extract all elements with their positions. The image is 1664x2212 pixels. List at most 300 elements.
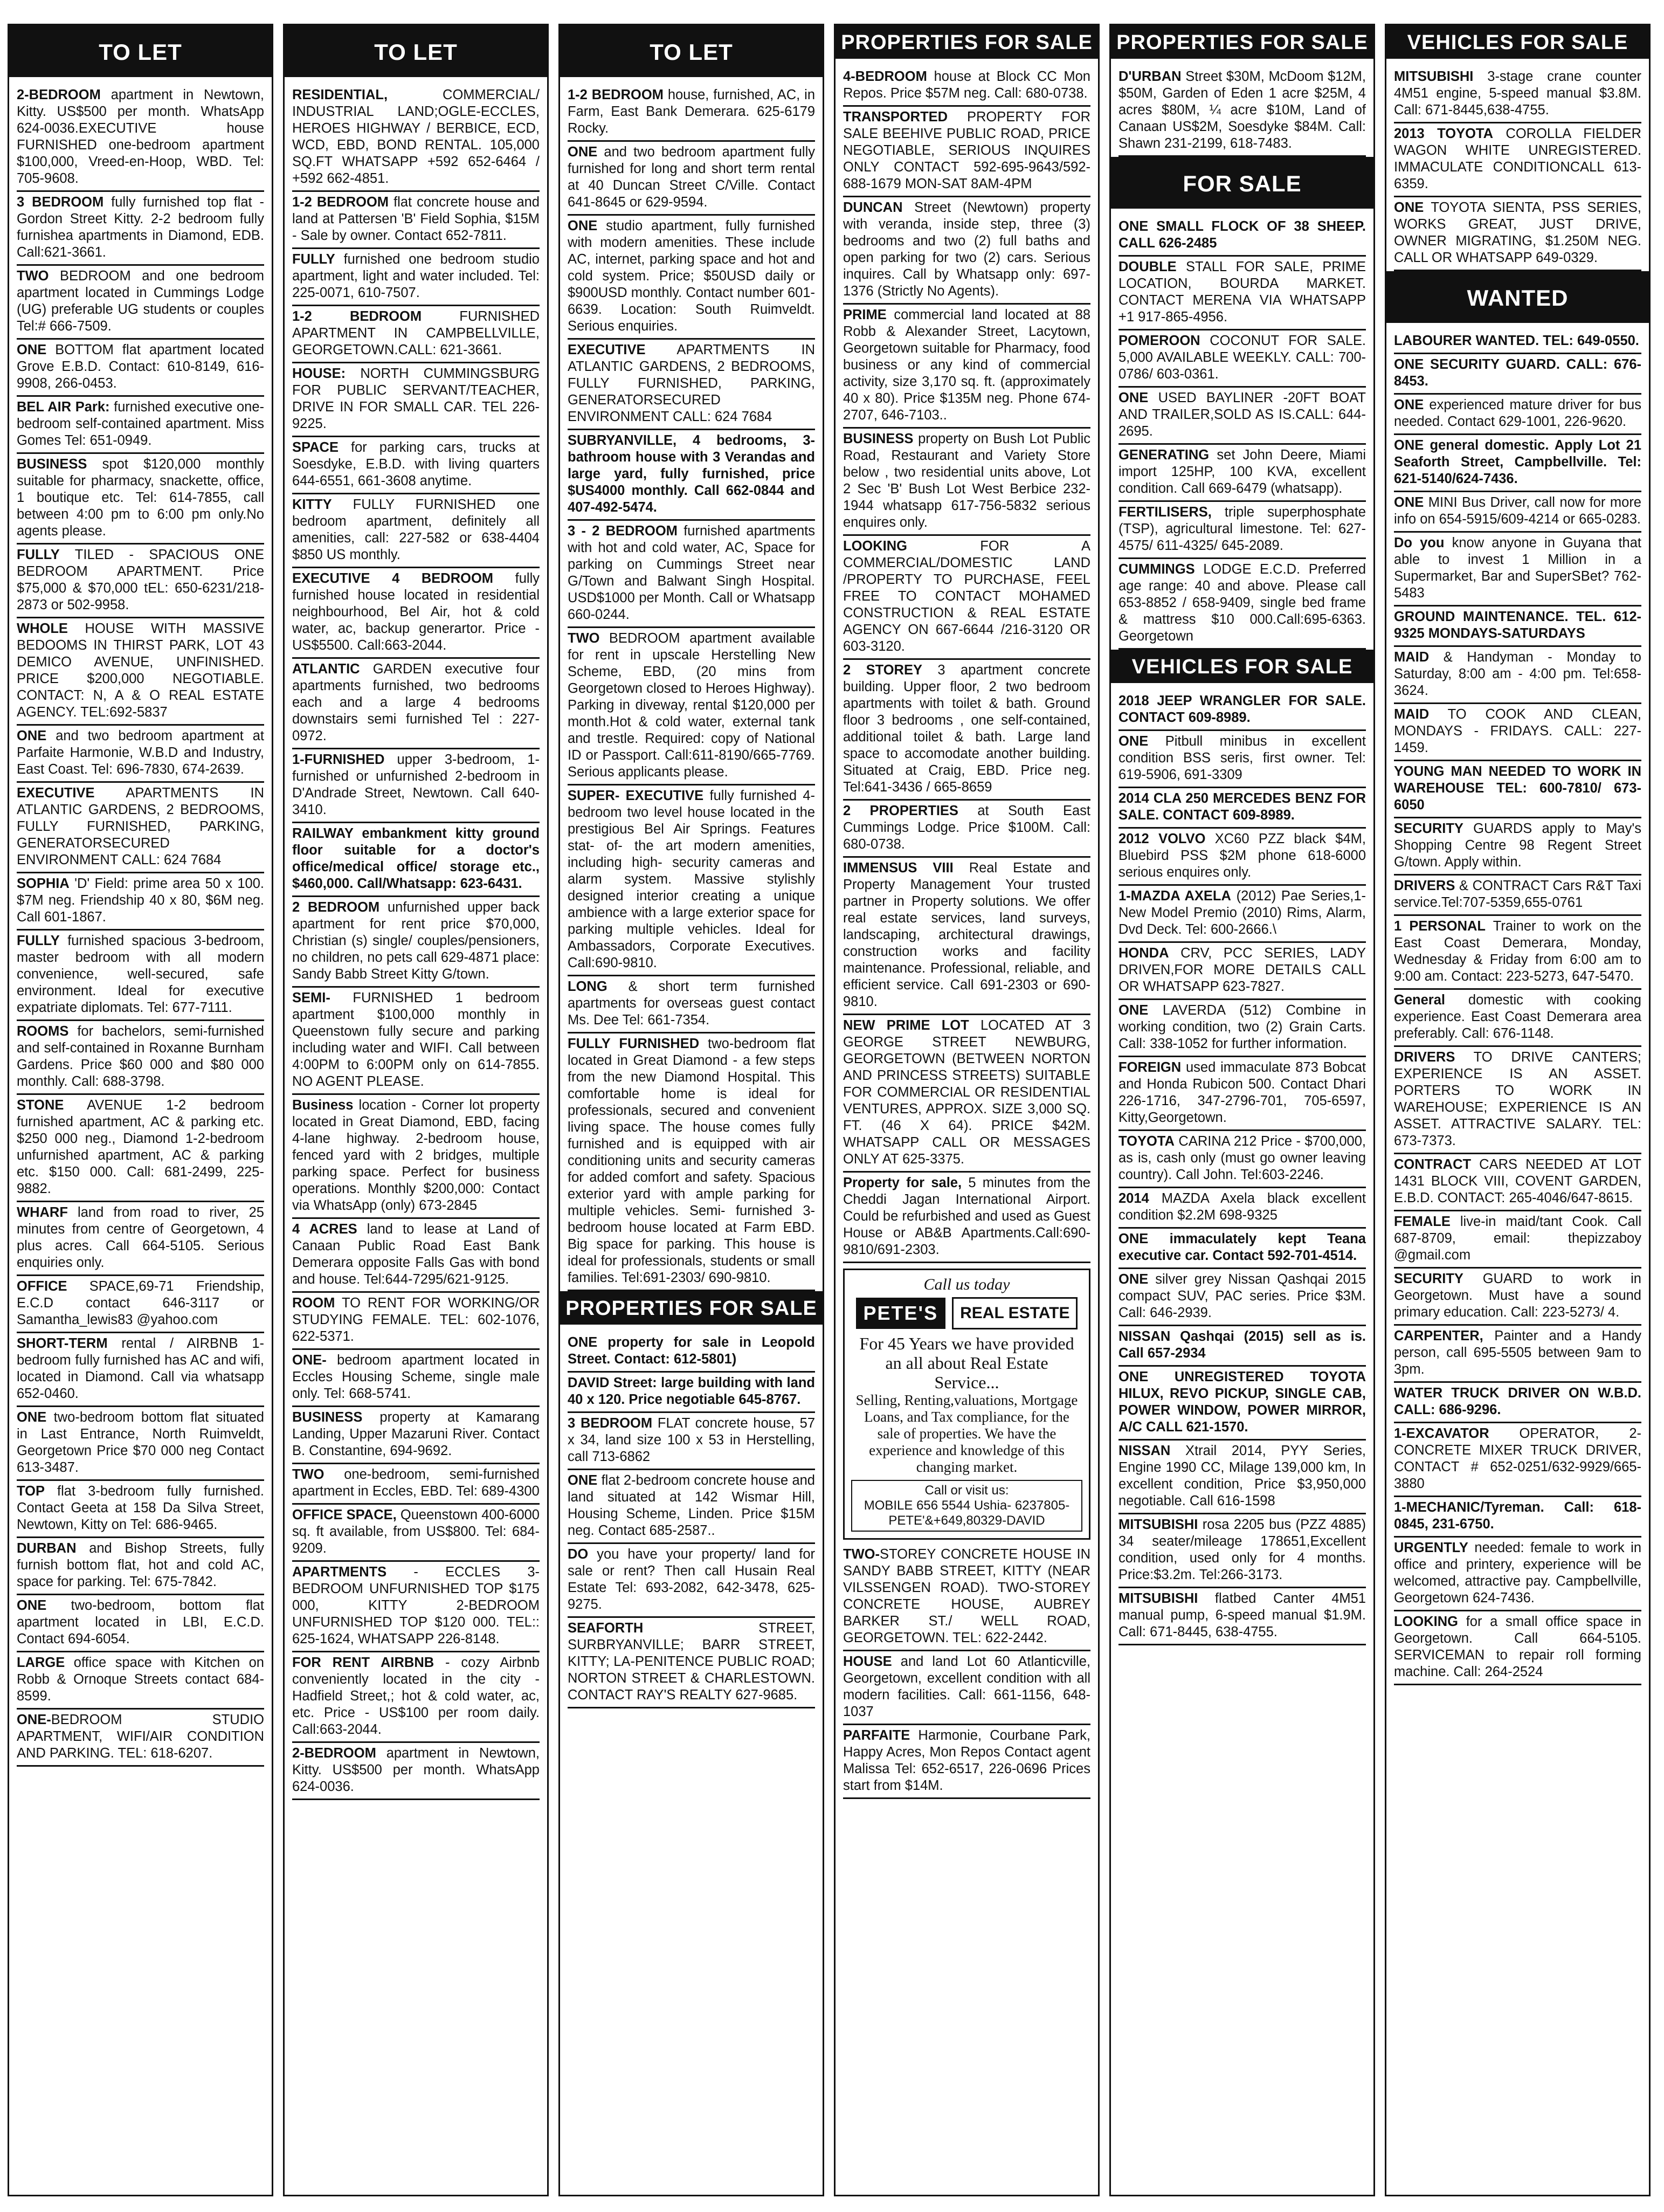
- ad-text: & Handyman - Monday to Saturday, 8:00 am - 4:00 pm. Tel:658-3624.: [1394, 650, 1641, 698]
- classified-ad: [17, 1595, 264, 1652]
- ad-text: NORTH CUMMINGSBURG FOR PUBLIC SERVANT/TEACHER, DRIVE IN FOR SMALL CAR. TEL 226-9225.: [292, 366, 540, 431]
- classified-ad: [1394, 1154, 1641, 1211]
- ad-text: (2012) Pae Series,1- New Model Premio (2010) Rims, Alarm, Dvd Deck. Tel: 600-2666.\: [1118, 888, 1366, 937]
- classified-ad: [568, 521, 815, 628]
- ad-text: for parking cars, trucks at Soesdyke, E.B.D. with living quarters 644-6551, 661-3608 anytime.: [292, 440, 540, 488]
- ad-lead: TOP: [17, 1484, 45, 1499]
- ad-text: triple superphosphate (TSP), agricultural limestone. Tel: 627-4575/ 611-4325/ 645-2089.: [1118, 505, 1366, 553]
- classified-ad: [843, 305, 1090, 429]
- ad-lead: CUMMINGS: [1118, 562, 1195, 577]
- ad-text: - ECCLES 3-BEDROOM UNFURNISHED TOP $175 000, KITTY 2-BEDROOM UNFURNISHED TOP $120 000. TEL:: 625-1624, WHATSAPP 226-8148.: [292, 1565, 540, 1646]
- ad-text: LAVERDA (512) Combine in working condition, two (2) Grain Carts. Call: 338-1052 for further information.: [1118, 1003, 1366, 1051]
- section-heading: TO LET: [285, 25, 547, 77]
- ad-lead: BUSINESS: [292, 1410, 363, 1425]
- ad-lead: 2013 TOYOTA: [1394, 126, 1494, 141]
- ad-lead: ONE: [17, 1410, 47, 1425]
- classified-ad: [1394, 761, 1641, 818]
- ad-lead: 2014: [1118, 1191, 1149, 1206]
- classified-ad: [292, 1562, 540, 1652]
- classified-ad: [292, 1293, 540, 1350]
- ad-lead: FERTILISERS,: [1118, 505, 1212, 520]
- ad-lead: GROUND: [1394, 609, 1455, 624]
- classified-ad: [17, 1202, 264, 1276]
- ad-lead: GENERATING: [1118, 447, 1210, 463]
- ad-lead: HOUSE: [843, 1654, 892, 1669]
- ad-lead: DUNCAN: [843, 200, 903, 215]
- ad-lead: APARTMENTS: [292, 1565, 387, 1580]
- classified-ad: [1394, 1211, 1641, 1269]
- classified-ad: [292, 1743, 540, 1800]
- ad-text: commercial land located at 88 Robb & Alexander Street, Lacytown, Georgetown suitable for Pharmacy, food business or any kind of commercial activity, size 3,170 sq. ft. (approximately 40 x 80). Price $135M neg. Phone 674-2707, 646-7103..: [843, 307, 1090, 423]
- ad-text: house at Block CC Mon Repos. Price $57M neg. Call: 680-0738.: [843, 69, 1090, 101]
- ad-lead: KITTY: [292, 497, 332, 512]
- realty-advert-box: [843, 1269, 1090, 1540]
- ad-text: fully furnished top flat - Gordon Street Kitty. 2-2 bedroom fully furnishea apartments in Diamond, EDB. Call:621-3661.: [17, 195, 264, 260]
- classified-ad: [843, 536, 1090, 660]
- ad-lead: YOUNG: [1394, 764, 1445, 779]
- ad-text: property at Kamarang Landing, Upper Mazaruni River. Contact B. Constantine, 694-9692.: [292, 1410, 540, 1458]
- ad-text: embankment kitty ground floor suitable for a doctor's office/medical office/ storage etc., $460,000. Call/Whatsapp: 623-6431.: [292, 826, 540, 891]
- classified-ad: [568, 1470, 815, 1544]
- classified-ad: [568, 142, 815, 216]
- ad-text: unfurnished upper back apartment for rent price $70,000, Christian (s) single/ couples/pensioners, no children, no pets call 629-4871 place: Sandy Babb Street Kitty G/town.: [292, 900, 540, 982]
- ad-lead: SEAFORTH: [568, 1621, 644, 1636]
- classified-ad: [1394, 818, 1641, 876]
- ad-lead: SUPER- EXECUTIVE: [568, 788, 704, 803]
- ad-text: and Bishop Streets, fully furnish bottom flat, hot and cold AC, space for parking. Tel: 675-7842.: [17, 1541, 264, 1589]
- ad-lead: OFFICE: [17, 1279, 67, 1294]
- classified-ad: [1394, 1538, 1641, 1611]
- ad-lead: 2 STOREY: [843, 663, 922, 678]
- classified-ad: [292, 363, 540, 437]
- ad-lead: STONE: [17, 1098, 64, 1113]
- ad-text: TO RENT FOR WORKING/OR STUDYING FEMALE. TEL: 602-1076, 622-5371.: [292, 1295, 540, 1344]
- ad-lead: EXECUTIVE 4 BEDROOM: [292, 571, 494, 586]
- ad-text: 'D' Field: prime area 50 x 100. $7M neg. Friendship 40 x 80, $6M neg. Call 601-1867.: [17, 876, 264, 925]
- logo-mark: PETE'S: [856, 1298, 946, 1329]
- logo-real-estate: REAL ESTATE: [952, 1297, 1078, 1329]
- classified-ad: [17, 1481, 264, 1538]
- ad-lead: URGENTLY: [1394, 1540, 1468, 1555]
- logo-body: [851, 1334, 1082, 1476]
- ad-text: BOTTOM flat apartment located Grove E.B.D. Contact: 610-8149, 616-9908, 266-0453.: [17, 342, 264, 391]
- classified-ad: [1394, 197, 1641, 271]
- ad-lead: 1-2 BEDROOM: [292, 195, 389, 210]
- ad-text: TO DRIVE CANTERS; EXPERIENCE IS AN ASSET. PORTERS TO WORK IN WAREHOUSE; EXPERIENCE IS AN ASSET. ATTRACTIVE SALARY. TEL: 673-7373.: [1394, 1050, 1641, 1148]
- ad-text: SECURITY GUARD. CALL: 676-8453.: [1394, 357, 1641, 389]
- ad-lead: RESIDENTIAL,: [292, 87, 388, 102]
- ad-text: Queenstown 400-6000 sq. ft available, from US$800. Tel: 684-9209.: [292, 1507, 540, 1556]
- classified-ad: [17, 618, 264, 726]
- ad-text: flat 2-bedroom concrete house and land situated at 142 Wismar Hill, Housing Scheme, Linden. Price $15M neg. Contact 685-2587..: [568, 1473, 815, 1538]
- ad-lead: DURBAN: [17, 1541, 77, 1556]
- classified-ad: [17, 545, 264, 618]
- ad-lead: 1-MECHANIC/Tyreman.: [1394, 1500, 1544, 1515]
- ad-text: rental / AIRBNB 1-bedroom fully furnished has AC and wifi, located in Diamond. Call via whatsapp 652-0460.: [17, 1336, 264, 1401]
- ad-text: Real Estate and Property Management Your trusted partner in Property solutions. We offer real estate services, land surveys, landscaping, architectural drawings, construction works and facility maintenance. Professional, reliable, and efficient service. Call 691-2303 or 690-9810.: [843, 860, 1090, 1009]
- ad-text: COROLLA FIELDER WAGON WHITE UNREGISTERED. IMMACULATE CONDITIONCALL 613-6359.: [1394, 126, 1641, 191]
- ad-lead: 1 PERSONAL: [1394, 919, 1486, 934]
- section-heading: VEHICLES FOR SALE: [1386, 25, 1649, 59]
- ad-text: AVENUE 1-2 bedroom furnished apartment, AC & parking etc. $250 000 neg., Diamond 1-2-bedroom unfurnished apartment, AC & parking etc. $150 000. Call: 681-2499, 225-9882.: [17, 1098, 264, 1196]
- ad-lead: OFFICE SPACE,: [292, 1507, 397, 1522]
- classified-ad: [843, 197, 1090, 305]
- ad-lead: TWO: [568, 631, 600, 646]
- ad-text: CLA 250 MERCEDES BENZ FOR SALE. CONTACT 609-8989.: [1118, 791, 1366, 823]
- ad-text: CARS NEEDED AT LOT 1431 BLOCK VIII, COVENT GARDEN, E.B.D. CONTACT: 265-4046/647-8615.: [1394, 1157, 1641, 1205]
- ad-text: flat concrete house and land at Pattersen 'B' Field Sophia, $15M - Sale by owner. Contact 652-7811.: [292, 195, 540, 243]
- classified-ad: [568, 1618, 815, 1708]
- ad-lead: 2-BEDROOM: [292, 1746, 376, 1761]
- ad-text: and two bedroom apartment fully furnished for long and short term rental at 40 Duncan Street C/Ville. Contact 641-8645 or 629-9594.: [568, 144, 815, 210]
- classified-ad: [1394, 1269, 1641, 1326]
- classified-ad: [568, 85, 815, 142]
- classified-ad: [1118, 1229, 1366, 1269]
- ad-text: silver grey Nissan Qashqai 2015 compact SUV, PAC series. Price $3M. Call: 646-2939.: [1118, 1272, 1366, 1320]
- ad-lead: FULLY FURNISHED: [568, 1036, 700, 1051]
- section-heading: FOR SALE: [1111, 157, 1373, 209]
- ad-text: upper 3-bedroom, 1-furnished or unfurnished 2-bedroom in D'Andrade Street, Newtown. Call 640-3410.: [292, 752, 540, 817]
- ad-text: flatbed Canter 4M51 manual pump, 6-speed manual $1.9M. Call: 671-8445, 638-4755.: [1118, 1591, 1366, 1639]
- classified-ad: [1118, 1269, 1366, 1326]
- ad-text: fully furnished house located in residential neighbourhood, Bel Air, hot & cold water, ac, backup generartor. Price - US$5500. Call:663-2044.: [292, 571, 540, 653]
- ad-text: you have your property/ land for sale or rent? Then call Husain Real Estate Tel: 693-2082, 642-3478, 625-9275.: [568, 1547, 815, 1612]
- ad-lead: ONE: [1118, 1369, 1149, 1384]
- classified-ad: [1118, 66, 1366, 157]
- ad-text: Street $30M, McDoom $12M, $50M, Garden of Eden 1 acre $25M, 4 acres $80M, ¼ acre $10M, Land of Canaan US$2M, Soesdyke $84M. Call: Shawn 231-2199, 618-7483.: [1118, 69, 1366, 151]
- ad-lead: WHOLE: [17, 621, 68, 636]
- ad-lead: 2-BEDROOM: [17, 87, 101, 102]
- ad-lead: FEMALE: [1394, 1214, 1451, 1229]
- ad-lead: ONE: [1118, 734, 1149, 749]
- classified-ad: [17, 1538, 264, 1595]
- logo-line-1: For 45 Years we have provided an all about Real Estate Service...: [859, 1334, 1074, 1392]
- ad-lead: ONE: [1118, 1003, 1149, 1018]
- ad-text: USED BAYLINER -20FT BOAT AND TRAILER,SOLD AS IS.CALL: 644-2695.: [1118, 390, 1366, 439]
- ad-lead: 4 ACRES: [292, 1222, 357, 1237]
- ad-lead: FULLY: [17, 547, 60, 562]
- ad-lead: SHORT-TERM: [17, 1336, 108, 1351]
- ad-lead: DRIVERS: [1394, 1050, 1455, 1065]
- classified-ad: [568, 1544, 815, 1618]
- classifieds-page: [8, 8, 1656, 2204]
- classified-ad: [568, 628, 815, 785]
- ad-lead: FULLY: [292, 252, 335, 267]
- ad-lead: ONE: [1394, 397, 1424, 412]
- ad-text: STOREY CONCRETE HOUSE IN SANDY BABB STREET, KITTY (NEAR VILSSENGEN ROAD). TWO-STOREY CONCRETE HOUSE, AUBREY BARKER ST./ WELL ROAD, GEORGETOWN. TEL: 622-2442.: [843, 1547, 1090, 1645]
- ad-lead: ONE: [17, 342, 47, 357]
- classified-ad: [1394, 1047, 1641, 1154]
- ad-text: CRV, PCC SERIES, LADY DRIVEN,FOR MORE DETAILS CALL OR WHATSAPP 623-7827.: [1118, 946, 1366, 994]
- ad-lead: ONE: [17, 728, 47, 743]
- classified-ad: [292, 1505, 540, 1562]
- column-2: [283, 24, 549, 2196]
- ad-lead: 3 - 2 BEDROOM: [568, 523, 678, 539]
- ad-text: experienced mature driver for bus needed. Contact 629-1001, 226-9620.: [1394, 397, 1641, 429]
- classified-ad: [17, 783, 264, 873]
- ad-text: at South East Cummings Lodge. Price $100M. Call: 680-0738.: [843, 803, 1091, 852]
- classified-ad: [1394, 916, 1641, 990]
- classified-ad: [1118, 788, 1366, 829]
- classified-ad: [17, 454, 264, 545]
- ad-text: Qashqai (2015) sell as is. Call 657-2934: [1118, 1329, 1366, 1361]
- ad-text: Call: 618-0845, 231-6750.: [1394, 1500, 1641, 1532]
- classified-ad: [1394, 1326, 1641, 1383]
- classified-ad: [1394, 330, 1641, 354]
- ad-lead: PRIME: [843, 307, 887, 322]
- ad-lead: POMEROON: [1118, 333, 1200, 348]
- ad-lead: ONE: [1394, 200, 1424, 215]
- ad-text: apartment in Newtown, Kitty. US$500 per month. WhatsApp 624-0036.: [292, 1746, 540, 1794]
- classified-ad: [292, 85, 540, 192]
- classified-ad: [843, 107, 1090, 197]
- ad-text: flat 3-bedroom fully furnished. Contact Geeta at 158 Da Silva Street, Newtown, Kitty on Tel: 686-9465.: [17, 1484, 264, 1532]
- ad-text: studio apartment, fully furnished with modern amenities. These include AC, internet, parking space and hot and cold system. Price; $50USD daily or $900USD monthly. Contact number 601-6639. Location: South Ruimveldt. Serious enquiries.: [568, 218, 815, 334]
- classified-ad: [843, 1725, 1090, 1799]
- ad-lead: 3 BEDROOM: [17, 195, 104, 210]
- classified-ad: [17, 1407, 264, 1481]
- ad-lead: DO: [568, 1547, 589, 1562]
- ad-lead: HONDA: [1118, 946, 1169, 961]
- classified-ad: [1118, 1367, 1366, 1441]
- classified-ad: [843, 660, 1090, 801]
- ad-lead: MITSUBISHI: [1394, 69, 1474, 84]
- ad-lead: FOR RENT AIRBNB: [292, 1655, 434, 1670]
- classified-ad: [568, 1033, 815, 1291]
- ad-text: XC60 PZZ black $4M, Bluebird PSS $2M phone 618-6000 serious enquires only.: [1118, 831, 1366, 880]
- ad-text: BEDROOM apartment available for rent in upscale Herstelling New Scheme, EBD, (20 mins from Georgetown closed to Heroes Highway). Parking in diveway, rental $120,000 per month.Hot & cold water, external tank and trestle. Required: copy of National ID or Passport. Call:611-8190/665-7769. Serious applicants please.: [568, 631, 815, 780]
- classified-ad: [843, 801, 1090, 858]
- ad-lead: ONE: [1118, 1272, 1149, 1287]
- ad-lead: NISSAN: [1118, 1329, 1171, 1344]
- classified-ad: [292, 1464, 540, 1505]
- ad-text: MINI Bus Driver, call now for more info on 654-5915/609-4214 or 665-0283.: [1394, 495, 1641, 527]
- classified-ad: [292, 1407, 540, 1464]
- ad-text: TOYOTA SIENTA, PSS SERIES, WORKS GREAT, JUST DRIVE, OWNER MIGRATING, $1.250M NEG. CALL OR WHATSAPP 649-0329.: [1394, 200, 1641, 265]
- ad-text: Painter and a Handy person, call 695-5505 between 9am to 3pm.: [1394, 1328, 1641, 1377]
- classified-ad: [1118, 829, 1366, 886]
- classified-ad: [1394, 607, 1641, 647]
- ad-text: - cozy Airbnb conveniently located in the city - Hadfield Street,; hot & cold water, ac, etc. Price - US$100 per room daily. Call:663-2044.: [292, 1655, 540, 1737]
- ad-lead: SEMI-: [292, 990, 330, 1005]
- ad-text: one-bedroom, semi-furnished apartment in Eccles, EBD. Tel: 689-4300: [292, 1467, 540, 1499]
- ad-text: SPACE,69-71 Friendship, E.C.D contact 646-3117 or Samantha_lewis83 @yahoo.com: [17, 1279, 264, 1327]
- ad-text: for bachelors, semi-furnished and self-contained in Roxanne Burnham Gardens. Price $60 000 and $80 000 monthly. Call: 688-3798.: [17, 1024, 264, 1089]
- ad-lead: ONE: [568, 144, 598, 160]
- ad-text: live-in maid/tant Cook. Call 687-8709, email: thepizzaboy @gmail.com: [1394, 1214, 1641, 1263]
- ad-text: CARINA 212 Price - $700,000, as is, cash only (must go owner leaving country). Call John. Tel:603-2246.: [1118, 1134, 1366, 1182]
- classified-ad: [292, 1219, 540, 1293]
- classified-ad: [1394, 395, 1641, 435]
- ad-lead: LABOURER: [1394, 333, 1472, 348]
- classified-ad: [843, 858, 1090, 1015]
- ad-text: STALL FOR SALE, PRIME LOCATION, BOURDA MARKET. CONTACT MERENA VIA WHATSAPP +1 917-865-4956.: [1118, 259, 1366, 325]
- classified-ad: [568, 1373, 815, 1413]
- ad-lead: NISSAN: [1118, 1443, 1171, 1458]
- classified-ad: [1118, 559, 1366, 650]
- ad-lead: 2 BEDROOM: [292, 900, 380, 915]
- ad-lead: MITSUBISHI: [1118, 1591, 1198, 1606]
- ad-lead: D'URBAN: [1118, 69, 1182, 84]
- classified-ad: [1118, 502, 1366, 559]
- column-3: [558, 24, 824, 2196]
- ad-lead: TOYOTA: [1118, 1134, 1175, 1149]
- ad-lead: MAID: [1394, 707, 1430, 722]
- ad-text: TRUCK DRIVER ON W.B.D. CALL: 686-9296.: [1394, 1386, 1641, 1417]
- ad-lead: 4-BEDROOM: [843, 69, 927, 84]
- classified-ad: [17, 1276, 264, 1333]
- ad-lead: WHARF: [17, 1205, 68, 1220]
- classified-ad: [292, 988, 540, 1095]
- ad-text: office space with Kitchen on Robb & Ornoque Streets contact 684-8599.: [17, 1655, 264, 1704]
- ad-text: TO COOK AND CLEAN, MONDAYS - FRIDAYS. CALL: 227-1459.: [1394, 707, 1641, 755]
- ad-lead: RAILWAY: [292, 826, 354, 841]
- ad-lead: ONE: [1394, 438, 1424, 453]
- classified-ad: [843, 1651, 1090, 1725]
- ad-text: Harmonie, Courbane Park, Happy Acres, Mon Repos Contact agent Malissa Tel: 652-6517, 226-0696 Prices start from $14M.: [843, 1728, 1090, 1793]
- ad-lead: Property for sale,: [843, 1175, 962, 1190]
- ad-text: FOR A COMMERCIAL/DOMESTIC LAND /PROPERTY TO PURCHASE, FEEL FREE TO CONTACT MOHAMED CONSTRUCTION & REAL ESTATE AGENCY ON 667-6644 /216-3120 OR 603-3120.: [843, 539, 1090, 654]
- ad-text: WANTED. TEL: 649-0550.: [1472, 333, 1639, 348]
- ad-text: and two bedroom apartment at Parfaite Harmonie, W.B.D and Industry, East Coast. Tel: 696-7830, 674-2639.: [17, 728, 264, 777]
- ad-text: Xtrail 2014, PYY Series, Engine 1990 CC, Milage 139,000 km, In excellent condition, Price $3,950,000 negotiable. Call 616-1598: [1118, 1443, 1366, 1508]
- ad-text: BEDROOM and one bedroom apartment located in Cummings Lodge (UG) preferable UG students or couples Tel:# 666-7509.: [17, 268, 264, 334]
- ad-lead: BEL AIR Park:: [17, 399, 110, 415]
- ad-lead: DAVID Street:: [568, 1375, 657, 1390]
- ad-text: immaculately kept Teana executive car. Contact 592-701-4514.: [1118, 1231, 1366, 1263]
- ad-text: used immaculate 873 Bobcat and Honda Rubicon 500. Contact Dhari 226-1716, 347-2796-701, 705-6597, Kitty,Georgetown.: [1118, 1060, 1366, 1125]
- ad-text: set John Deere, Miami import 125HP, 100 KVA, excellent condition. Call 669-6479 (whatsapp).: [1118, 447, 1366, 496]
- section-heading: PROPERTIES FOR SALE: [836, 25, 1098, 59]
- classified-ad: [17, 397, 264, 454]
- ad-lead: SUBRYANVILLE,: [568, 433, 677, 448]
- ad-text: SMALL FLOCK OF 38 SHEEP. CALL 626-2485: [1118, 219, 1366, 251]
- ad-text: house, furnished, AC, in Farm, East Bank Demerara. 625-6179 Rocky.: [568, 87, 815, 136]
- classified-ad: [292, 437, 540, 494]
- classified-ad: [568, 430, 815, 521]
- ad-text: domestic with cooking experience. East Coast Demerara area preferably. Call: 676-1148.: [1394, 993, 1641, 1041]
- ad-lead: TWO-: [843, 1547, 880, 1562]
- classified-ad: [568, 216, 815, 340]
- ad-text: UNREGISTERED TOYOTA HILUX, REVO PICKUP, SINGLE CAB, POWER WINDOW, POWER MIRROR, A/C CALL 621-1570.: [1118, 1369, 1366, 1435]
- ad-text: for a small office space in Georgetown. Call 664-5105. SERVICEMAN to repair roll forming machine. Call: 264-2524: [1394, 1614, 1641, 1679]
- ad-lead: DOUBLE: [1118, 259, 1177, 274]
- ad-lead: PARFAITE: [843, 1728, 910, 1743]
- ad-lead: HOUSE:: [292, 366, 346, 381]
- classified-ad: [1394, 1611, 1641, 1685]
- ad-text: LOCATED AT 3 GEORGE STREET NEWBURG, GEORGETOWN (BETWEEN NORTON AND PRINCESS STREETS) SUITABLE FOR COMMERCIAL OR RESIDENTIAL VENTURES, APPROX. SIZE 3,000 SQ. FT. (46 X 64). PRICE $42M. WHATSAPP CALL OR MESSAGES ONLY AT 625-3375.: [843, 1018, 1090, 1167]
- classified-ad: [1118, 943, 1366, 1000]
- classified-ad: [292, 568, 540, 659]
- classified-ad: [1118, 731, 1366, 788]
- ad-text: bedroom apartment located in Eccles Housing Scheme, single male only. Tel: 668-5741.: [292, 1353, 540, 1401]
- classified-ad: [292, 494, 540, 568]
- ad-lead: ONE: [1118, 219, 1149, 234]
- section-heading: PROPERTIES FOR SALE: [560, 1291, 823, 1325]
- ad-lead: ONE: [1394, 495, 1424, 510]
- classified-ad: [17, 85, 264, 192]
- classified-ad: [1394, 704, 1641, 761]
- classified-ad: [17, 266, 264, 340]
- classified-ad: [292, 1350, 540, 1407]
- classified-ad: [1394, 435, 1641, 492]
- ad-lead: MAID: [1394, 650, 1430, 665]
- ad-text: large building with land 40 x 120. Price negotiable 645-8767.: [568, 1375, 815, 1407]
- ad-text: land from road to river, 25 minutes from centre of Georgetown, 4 plus acres. Call 664-5105. Serious enquiries only.: [17, 1205, 264, 1270]
- ad-text: Street (Newtown) property with veranda, inside step, three (3) bedrooms and two (2) full baths and open parking for two (2) cars. Serious inquires. Call by Whatsapp only: 697-1376 (Strictly No Agents).: [843, 200, 1090, 299]
- ad-lead: EXECUTIVE: [17, 785, 95, 801]
- ad-text: two-bedroom, bottom flat apartment located in LBI, E.C.D. Contact 694-6054.: [17, 1598, 264, 1646]
- ad-text: FURNISHED 1 bedroom apartment $100,000 monthly in Queenstown fully secure and parking including water and WIFI. Call between 4:00PM to 6:00PM only on 614-7855. NO AGENT PLEASE.: [292, 990, 540, 1089]
- classified-ad: [568, 976, 815, 1033]
- ad-text: furnished executive one-bedroom self-contained apartment. Miss Gomes Tel: 651-0949.: [17, 399, 265, 448]
- ad-text: spot $120,000 monthly suitable for pharmacy, snackette, office, 1 boutique etc. Tel: 614-7855, call between 4:00 pm to 6:00 pm only.No agents please.: [17, 457, 264, 539]
- classified-ad: [1118, 1514, 1366, 1588]
- ad-lead: DRIVERS: [1394, 878, 1455, 893]
- ad-text: furnished apartments with hot and cold water, AC, Space for parking on Cummings Street near G/Town and Balwant Singh Hospital. USD$1000 per Month. Call or Whatsapp 660-0244.: [568, 523, 815, 622]
- ad-lead: 2018: [1118, 693, 1149, 708]
- ad-lead: ONE: [1118, 390, 1149, 405]
- ad-lead: 1-2 BEDROOM: [568, 87, 664, 102]
- ad-text: JEEP WRANGLER FOR SALE. CONTACT 609-8989.: [1118, 693, 1366, 725]
- ad-lead: 1-2 BEDROOM: [292, 309, 422, 324]
- ad-lead: SPACE: [292, 440, 339, 455]
- classified-ad: [292, 823, 540, 897]
- classified-ad: [1394, 354, 1641, 395]
- ad-text: land to lease at Land of Canaan Public Road East Bank Demerara opposite Falls Gas with bond and house. Tel:644-7295/621-9125.: [292, 1222, 540, 1287]
- ad-text: 3 apartment concrete building. Upper floor, 2 two bedroom apartments with toilet & bath. Ground floor 3 bedrooms , one self-contained, additional toilet & bath. Large land space to accomodate another building. Situated at Craig, EBD. Price neg. Tel:641-3436 / 665-8659: [843, 663, 1090, 795]
- ad-text: rosa 2205 bus (PZZ 4885) 34 seater/mileage 178651,Excellent condition, used only for 4 months. Price:$3.2m. Tel:266-3173.: [1118, 1517, 1366, 1582]
- ad-lead: ONE: [568, 218, 598, 233]
- classified-ad: [17, 340, 264, 397]
- classified-ad: [1394, 1423, 1641, 1497]
- column-4: [834, 24, 1100, 2196]
- ad-text: FLAT concrete house, 57 x 34, land size 100 x 53 in Herstelling, call 713-6862: [568, 1416, 815, 1464]
- classified-ad: [292, 1095, 540, 1219]
- classified-ad: [1394, 1383, 1641, 1423]
- classified-ad: [17, 1021, 264, 1095]
- ad-lead: 2 PROPERTIES: [843, 803, 958, 818]
- ad-text: MAN NEEDED TO WORK IN WAREHOUSE TEL: 600-7810/ 673-6050: [1394, 764, 1641, 812]
- ad-lead: 3 BEDROOM: [568, 1416, 653, 1431]
- classified-ad: [17, 192, 264, 266]
- ad-text: HOUSE WITH MASSIVE BEDOOMS IN THIRST PARK, LOT 43 DEMICO AVENUE, UNFINISHED. PRICE $200,000 NEGOTIABLE. CONTACT: N, A & O REAL ESTATE AGENCY. TEL:692-5837: [17, 621, 264, 720]
- ad-lead: ROOM: [292, 1295, 335, 1311]
- ad-text: and land Lot 60 Atlanticville, Georgetown, excellent condition with all modern facilities. Call: 661-1156, 648-1037: [843, 1654, 1090, 1719]
- classified-ad: [17, 1652, 264, 1710]
- classified-ad: [17, 726, 264, 783]
- classified-ad: [17, 931, 264, 1021]
- ad-text: two-bedroom bottom flat situated in Last Entrance, North Ruimveldt, Georgetown Price $70 000 neg Contact 613-3487.: [17, 1410, 264, 1475]
- classified-ad: [292, 659, 540, 749]
- ad-lead: SOPHIA: [17, 876, 70, 891]
- ad-text: & short term furnished apartments for overseas guest contact Ms. Dee Tel: 661-7354.: [568, 979, 815, 1028]
- classified-ad: [17, 873, 264, 931]
- ad-lead: CONTRACT: [1394, 1157, 1472, 1172]
- ad-text: furnished spacious 3-bedroom, master bedroom with all modern convenience, well-secured, safe environment. Ideal for executive expatriate diplomats. Tel: 677-7111.: [17, 933, 264, 1015]
- ad-lead: BUSINESS: [843, 431, 914, 446]
- ad-text: Pitbull minibus in excellent condition BSS seris, first owner. Tel: 619-5906, 691-3309: [1118, 734, 1366, 782]
- ad-text: apartment in Newtown, Kitty. US$500 per month. WhatsApp 624-0036.EXECUTIVE house FURNISHED one-bedroom apartment $100,000, Vreed-en-Hoop, WBD. Tel: 705-9608.: [17, 87, 264, 186]
- ad-lead: MITSUBISHI: [1118, 1517, 1198, 1532]
- classified-ad: [1118, 388, 1366, 445]
- classified-ad: [1394, 647, 1641, 704]
- classified-ad: [1118, 1326, 1366, 1367]
- ad-lead: ATLANTIC: [292, 661, 360, 677]
- ad-text: needed: female to work in office and printery, experience will be welcomed, attractive pay. Campbellville, Georgetown 624-7436.: [1394, 1540, 1641, 1605]
- ad-text: 4 bedrooms, 3-bathroom house with 3 Verandas and large yard, fully furnished, price $US4000 monthly. Call 662-0844 and 407-492-5474.: [568, 433, 815, 515]
- classified-ad: [17, 1333, 264, 1407]
